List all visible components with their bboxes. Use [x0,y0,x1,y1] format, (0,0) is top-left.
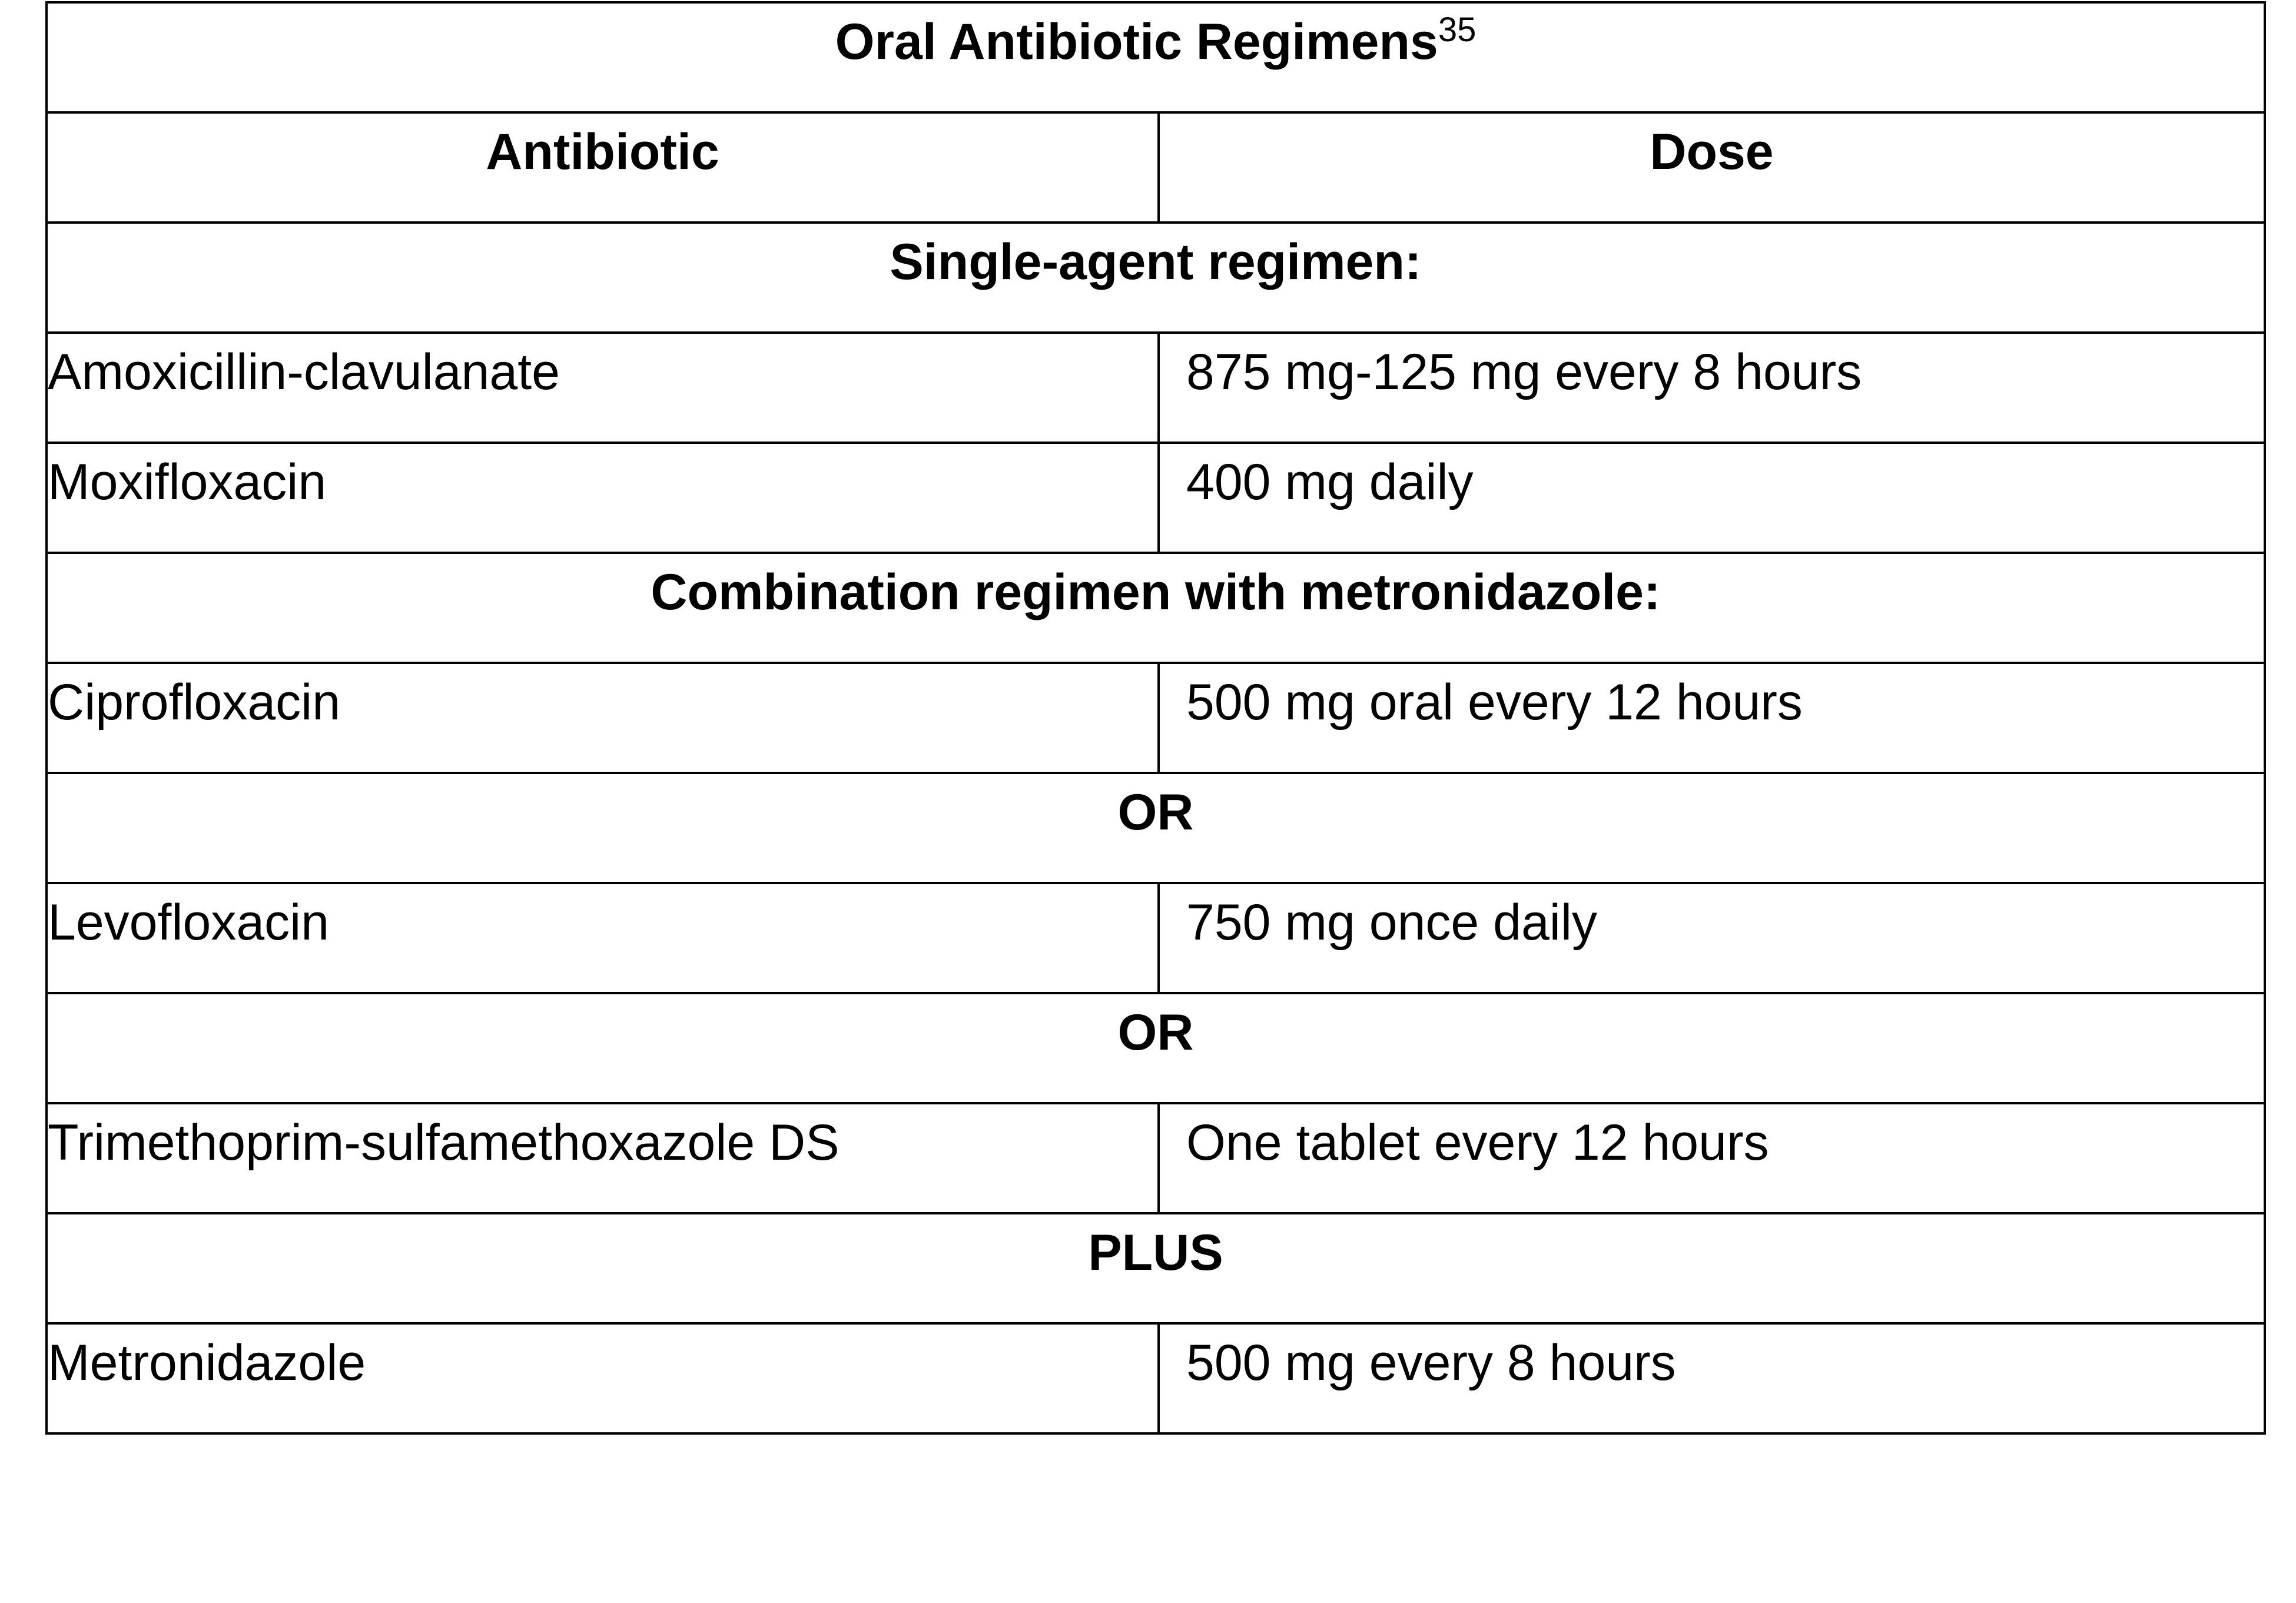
dose-cell: 500 mg every 8 hours [1159,1323,2265,1433]
antibiotic-cell: Moxifloxacin [47,443,1159,553]
section-row-combination [47,553,2265,663]
table-title-reference: 35 [1438,11,1477,49]
connector-label-or: OR [47,773,2265,883]
table-header-row [47,112,2265,223]
connector-row-plus [47,1213,2265,1323]
antibiotic-cell: Amoxicillin-clavulanate [47,333,1159,443]
table-row [47,1323,2265,1433]
dose-cell: 500 mg oral every 12 hours [1159,663,2265,773]
section-label-single-agent: Single-agent regimen: [47,223,2265,333]
table-title-cell [47,2,2265,112]
table-row [47,1103,2265,1213]
dose-cell: 400 mg daily [1159,443,2265,553]
table-row [47,333,2265,443]
antibiotic-cell: Levofloxacin [47,883,1159,993]
antibiotic-cell: Ciprofloxacin [47,663,1159,773]
connector-label-or: OR [47,993,2265,1103]
table-title: Oral Antibiotic Regimens [835,14,1438,70]
antibiotic-cell: Trimethoprim-sulfamethoxazole DS [47,1103,1159,1213]
section-label-combination: Combination regimen with metronidazole: [47,553,2265,663]
dose-cell: 875 mg-125 mg every 8 hours [1159,333,2265,443]
connector-row-or [47,993,2265,1103]
dose-cell: One tablet every 12 hours [1159,1103,2265,1213]
section-row-single-agent [47,223,2265,333]
connector-row-or [47,773,2265,883]
connector-label-plus: PLUS [47,1213,2265,1323]
header-dose: Dose [1159,112,2265,223]
table-row [47,883,2265,993]
table-row [47,443,2265,553]
oral-antibiotic-regimens-table [45,1,2266,1435]
header-antibiotic: Antibiotic [47,112,1159,223]
dose-cell: 750 mg once daily [1159,883,2265,993]
table-row [47,663,2265,773]
table-title-row [47,2,2265,112]
antibiotic-cell: Metronidazole [47,1323,1159,1433]
